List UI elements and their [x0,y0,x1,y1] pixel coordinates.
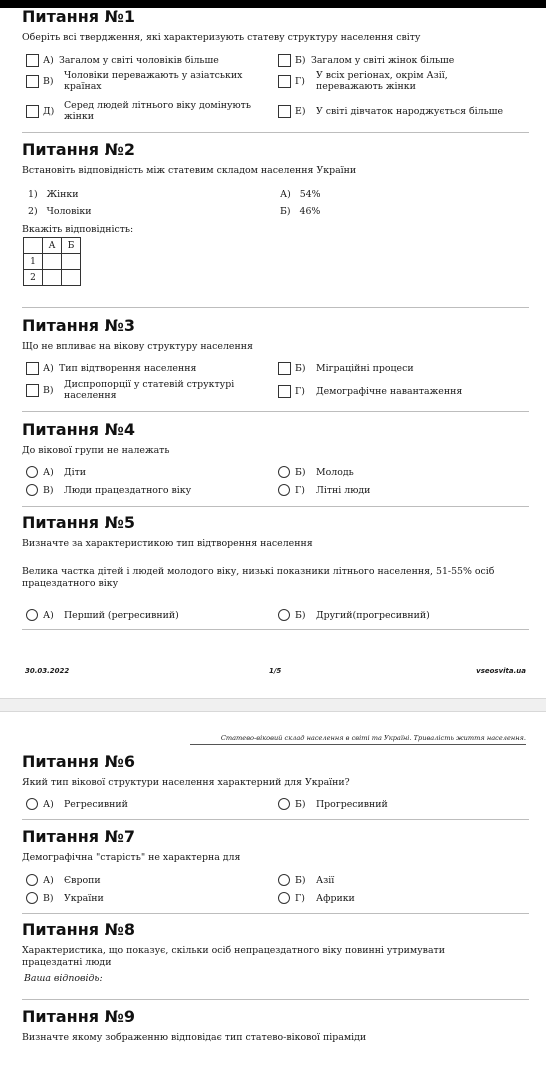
question-1 [22,8,530,44]
grid-cell[interactable] [43,270,62,286]
divider [22,629,529,630]
page-2 [0,712,546,1065]
question-title: Питання №8 [22,920,136,939]
page-1 [0,8,546,698]
divider [22,506,529,507]
radio-button[interactable] [278,609,290,621]
q5-description: Велика частка дітей і людей молодого віку, низькі показники літнього населення, 51-55% осіб працездатного віку [22,566,495,589]
q1-option-e[interactable]: Е) У світі дівчаток народжується більше [278,105,503,118]
divider [22,132,529,133]
question-title: Питання №7 [22,827,136,846]
grid-col-header: А [43,238,62,254]
checkbox[interactable] [26,362,39,375]
question-4 [22,421,530,457]
q4-option-b[interactable]: Б) Молодь [278,466,354,478]
q4-option-v[interactable]: В) Люди працездатного віку [26,484,191,496]
radio-button[interactable] [26,484,38,496]
q3-option-g[interactable]: Г) Демографічне навантаження [278,385,462,398]
grid-corner [24,238,43,254]
grid-row-header: 2 [24,270,43,286]
divider [22,411,529,412]
radio-button[interactable] [26,798,38,810]
question-9 [22,1008,530,1044]
q1-option-a[interactable]: А) Загалом у світі чоловіків більше [26,54,219,67]
divider [22,999,529,1000]
checkbox[interactable] [278,105,291,118]
grid-cell[interactable] [62,254,81,270]
q2-left-2: 2) Чоловіки [28,206,92,217]
q5-option-b[interactable]: Б) Другий(прогресивний) [278,609,430,621]
checkbox[interactable] [26,384,39,397]
checkbox[interactable] [26,105,39,118]
question-title: Питання №4 [22,420,136,439]
question-title: Питання №1 [22,7,136,26]
q3-option-v[interactable]: В) Диспропорції у статевій структурі населення [26,379,254,401]
grid-col-header: Б [62,238,81,254]
radio-button[interactable] [278,892,290,904]
radio-button[interactable] [278,466,290,478]
question-text: Який тип вікової структури населення характерний для України? [22,777,350,788]
question-text: Встановіть відповідність між статевим складом населення України [22,165,357,176]
q7-option-v[interactable]: В) України [26,892,104,904]
divider [22,819,529,820]
checkbox[interactable] [278,75,291,88]
running-head: Статево-віковий склад населення в світі та Україні. Тривалість життя населення. [190,734,526,745]
grid-cell[interactable] [43,254,62,270]
question-title: Питання №3 [22,316,136,335]
footer-page: 1/5 [269,667,282,675]
radio-button[interactable] [26,892,38,904]
q4-option-a[interactable]: А) Діти [26,466,86,478]
question-text: Характеристика, що показує, скільки осіб непрацездатного віку повинні утримувати працездатні люди [22,945,445,968]
answer-grid [23,237,81,286]
question-8 [22,921,530,984]
checkbox[interactable] [278,385,291,398]
q1-option-v[interactable]: В) Чоловіки переважають у азіатських країнах [26,70,264,92]
radio-button[interactable] [278,484,290,496]
q3-option-a[interactable]: А) Тип відтворення населення [26,362,196,375]
grid-cell[interactable] [62,270,81,286]
question-7 [22,828,530,864]
radio-button[interactable] [278,874,290,886]
question-title: Питання №6 [22,752,136,771]
question-title: Питання №2 [22,140,136,159]
question-title: Питання №9 [22,1007,136,1026]
question-text: Що не впливає на вікову структуру населення [22,341,253,352]
q1-option-b[interactable]: Б) Загалом у світі жінок більше [278,54,454,67]
q2-instruction: Вкажіть відповідність: [22,224,134,235]
q3-option-b[interactable]: Б) Міграційні процеси [278,362,414,375]
question-6 [22,753,530,789]
question-text: Оберіть всі твердження, які характеризують статеву структуру населення світу [22,32,421,43]
question-2 [22,141,530,177]
divider [22,913,529,914]
q1-option-g[interactable]: Г) У всіх регіонах, окрім Азії, переважають жінки [278,70,491,92]
question-text: До вікової групи не належать [22,445,170,456]
question-5 [22,514,530,550]
q7-option-a[interactable]: А) Європи [26,874,101,886]
question-text: Визначте якому зображенню відповідає тип статево-вікової піраміди [22,1032,367,1043]
q4-option-g[interactable]: Г) Літні люди [278,484,370,496]
radio-button[interactable] [26,874,38,886]
divider [22,307,529,308]
q2-right-b: Б) 46% [280,206,321,217]
question-3 [22,317,530,353]
radio-button[interactable] [26,466,38,478]
question-text: Демографічна "старість" не характерна для [22,852,241,863]
radio-button[interactable] [278,798,290,810]
q7-option-b[interactable]: Б) Азії [278,874,334,886]
q5-option-a[interactable]: А) Перший (регресивний) [26,609,179,621]
checkbox[interactable] [278,54,291,67]
q2-left-1: 1) Жінки [28,189,79,200]
q6-option-a[interactable]: А) Регресивний [26,798,128,810]
footer-date: 30.03.2022 [25,667,70,675]
q1-option-d[interactable]: Д) Серед людей літнього віку домінують жінки [26,100,269,122]
q7-option-g[interactable]: Г) Африки [278,892,355,904]
checkbox[interactable] [278,362,291,375]
q2-right-a: А) 54% [280,189,321,200]
footer-site: vseosvita.ua [476,667,526,675]
page-separator [0,698,546,712]
checkbox[interactable] [26,54,39,67]
answer-label: Ваша відповідь: [24,973,103,984]
grid-row-header: 1 [24,254,43,270]
q6-option-b[interactable]: Б) Прогресивний [278,798,388,810]
checkbox[interactable] [26,75,39,88]
question-text: Визначте за характеристикою тип відтворення населення [22,538,313,549]
radio-button[interactable] [26,609,38,621]
question-title: Питання №5 [22,513,136,532]
